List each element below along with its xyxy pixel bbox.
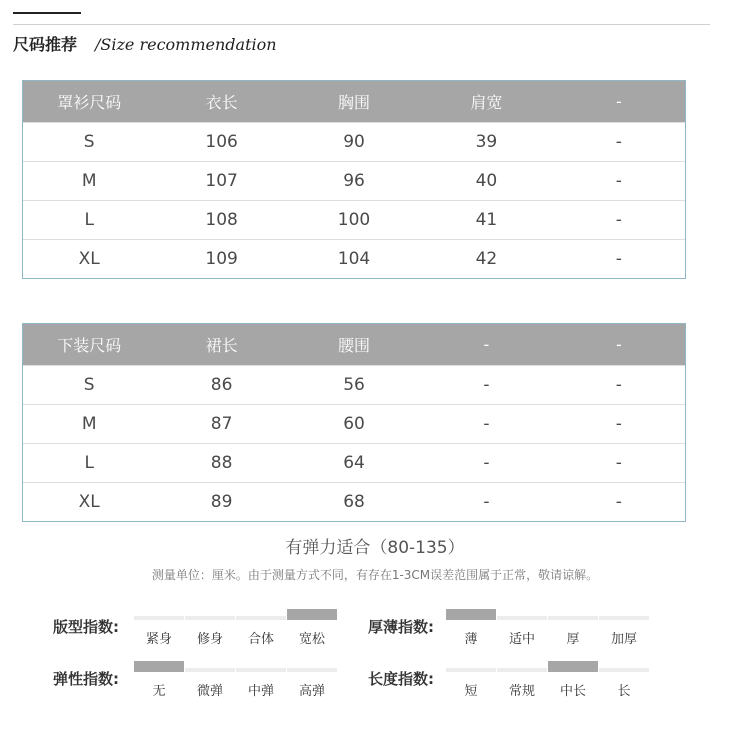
top-divider [13,24,710,25]
table-cell: - [615,249,622,269]
table-cell: 109 [205,249,238,269]
index-option [497,616,547,647]
option-label: 常规 [508,684,535,699]
top-accent-bar [13,12,81,14]
table-row [23,443,685,482]
table-cell: - [483,414,490,434]
top-size-table [22,80,686,279]
header-cell: 罩衫尺码 [57,93,122,112]
table-header-row [23,324,685,365]
option-label: 加厚 [610,632,637,647]
table-cell: 87 [210,414,233,434]
title-cn: 尺码推荐 [13,35,78,54]
option-label: 厚 [566,632,580,647]
indicator-bar [287,668,337,672]
header-cell: 肩宽 [470,93,503,112]
index-option [287,668,337,699]
table-row [23,239,685,278]
table-cell: - [615,210,622,230]
table-cell: 40 [475,171,498,191]
header-cell: - [483,335,490,354]
elasticity-note: 有弹力适合（80-135） [285,538,465,558]
table-cell: 106 [205,132,238,152]
indicator-bar [599,668,649,672]
table-row [23,122,685,161]
table-cell: 108 [205,210,238,230]
option-label: 修身 [196,632,223,647]
table-cell: 39 [475,132,498,152]
header-cell: 衣长 [205,93,238,112]
indicator-bar [446,668,496,672]
table-cell: - [615,375,622,395]
table-cell: 41 [475,210,498,230]
indicator-bar [446,609,496,620]
table-cell: M [81,414,97,434]
indicator-bar [548,616,598,620]
index-option [185,668,235,699]
indicator-bar [497,616,547,620]
option-label: 中长 [559,684,586,699]
table-cell: 104 [337,249,371,269]
index-option [548,668,598,699]
table-cell: 60 [343,414,365,434]
index-option [446,616,496,647]
indicator-bar [185,668,235,672]
indicator-bar [134,661,184,672]
header-cell: 裙长 [205,336,238,355]
table-cell: 68 [343,492,365,512]
index-option [134,668,184,699]
index-label: 长度指数: [368,670,434,688]
table-cell: M [81,171,97,191]
indicator-bar [236,668,286,672]
index-option [287,616,337,647]
index-option [548,616,598,647]
header-cell: 下装尺码 [57,336,122,355]
index-option [185,616,235,647]
table-cell: L [84,210,94,230]
table-cell: 42 [475,249,498,269]
header-cell: 胸围 [338,93,371,112]
option-label: 无 [152,684,166,699]
indicator-bar [185,616,235,620]
indicator-bar [497,668,547,672]
table-cell: - [615,132,622,152]
option-label: 薄 [464,632,478,647]
index-option [236,668,286,699]
option-label: 高弹 [298,684,325,699]
header-cell: - [615,335,622,354]
table-cell: - [615,453,622,473]
measurement-note: 测量单位：厘米。由于测量方式不同，有存在1-3CM误差范围属于正常，敬请谅解。 [151,568,599,582]
table-cell: XL [78,249,100,269]
index-option [599,616,649,647]
table-row [23,200,685,239]
table-cell: 90 [343,132,365,152]
table-cell: 96 [343,171,365,191]
option-label: 短 [464,684,478,699]
table-cell: - [483,375,490,395]
option-label: 中弹 [247,684,274,699]
section-title [13,32,277,58]
table-cell: 88 [210,453,233,473]
table-cell: 56 [343,375,365,395]
table-cell: L [84,453,94,473]
table-cell: 89 [210,492,233,512]
index-label: 版型指数: [53,618,119,636]
header-cell: 腰围 [338,336,371,355]
option-label: 微弹 [196,684,223,699]
table-cell: - [483,453,490,473]
index-option [236,616,286,647]
table-header-row [23,81,685,122]
table-cell: 64 [343,453,365,473]
header-cell: - [615,92,622,111]
table-row [23,161,685,200]
table-cell: XL [78,492,100,512]
index-option [134,616,184,647]
table-row [23,365,685,404]
table-cell: 107 [205,171,238,191]
table-row [23,404,685,443]
index-label: 弹性指数: [53,670,119,688]
table-cell: - [615,414,622,434]
indicator-bar [599,616,649,620]
option-label: 适中 [508,632,535,647]
option-label: 紧身 [145,632,172,647]
table-cell: S [83,375,95,395]
option-label: 宽松 [298,632,325,647]
indicator-bar [548,661,598,672]
index-label: 厚薄指数: [368,618,434,636]
table-row [23,482,685,521]
index-option [497,668,547,699]
table-cell: 86 [210,375,233,395]
index-option [599,668,649,699]
index-option [446,668,496,699]
table-cell: - [483,492,490,512]
indicator-bar [236,616,286,620]
indicator-bar [134,616,184,620]
table-cell: S [83,132,95,152]
bottom-size-table [22,323,686,522]
table-cell: 100 [337,210,371,230]
indicator-bar [287,609,337,620]
title-en: /Size recommendation [95,35,277,54]
option-label: 长 [617,684,631,699]
table-cell: - [615,492,622,512]
option-label: 合体 [247,632,274,647]
table-cell: - [615,171,622,191]
